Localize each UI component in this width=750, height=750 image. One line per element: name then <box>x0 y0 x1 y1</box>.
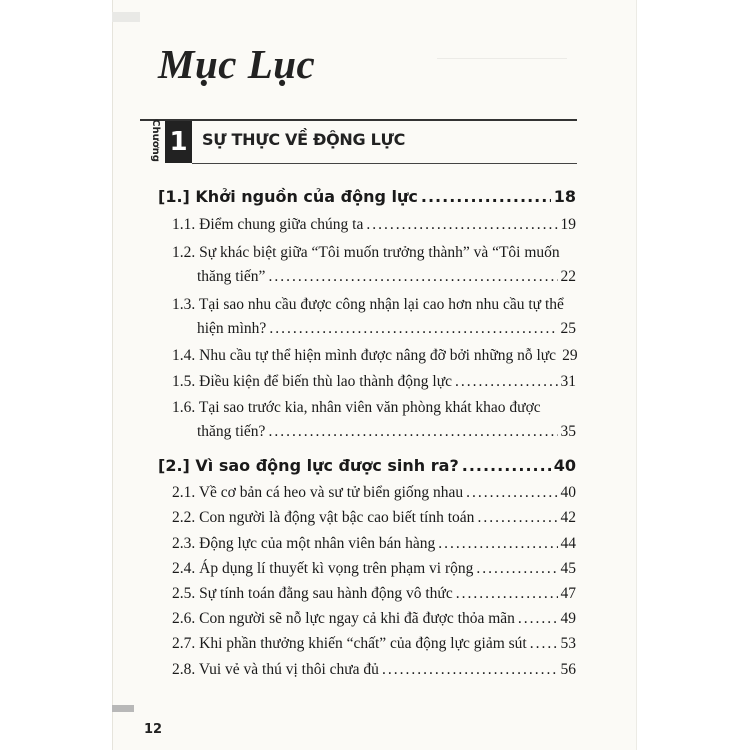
section-page: 18 <box>553 187 576 206</box>
item-label: 1.5. Điều kiện để biến thù lao thành động lực <box>172 373 453 390</box>
item-label: thăng tiến” <box>197 268 266 285</box>
chapter-vertical-text: Chương <box>149 119 161 162</box>
page-number: 12 <box>144 722 163 737</box>
item-label: 2.8. Vui vẻ và thú vị thôi chưa đủ <box>172 661 379 678</box>
leader-dots <box>455 373 557 391</box>
page-edge-mark <box>112 12 140 22</box>
toc-title: Mục Lục <box>158 41 316 87</box>
item-page: 53 <box>560 635 576 652</box>
toc-item-2-8[interactable] <box>172 661 576 679</box>
toc-item-2-2[interactable] <box>172 509 576 527</box>
leader-dots <box>476 560 557 578</box>
item-label: 2.6. Con người sẽ nỗ lực ngay cả khi đã được thỏa mãn <box>172 610 515 627</box>
item-label: 1.1. Điểm chung giữa chúng ta <box>172 216 364 233</box>
leader-dots <box>421 187 551 206</box>
item-label: 1.4. Nhu cầu tự thể hiện mình được nâng đỡ bởi những nỗ lực <box>172 347 557 364</box>
toc-item-2-1[interactable] <box>172 484 576 502</box>
item-label: 2.7. Khi phần thưởng khiến “chất” của động lực giảm sút <box>172 635 527 652</box>
leader-dots <box>456 585 558 603</box>
item-page: 40 <box>560 484 576 501</box>
bleed-through-line <box>437 58 567 59</box>
toc-item-1-3[interactable] <box>197 320 576 338</box>
item-page: 45 <box>560 560 576 577</box>
leader-dots <box>268 268 557 286</box>
chapter-vertical-label <box>140 121 164 163</box>
item-page: 25 <box>560 320 576 337</box>
section-label: [2.] Vì sao động lực được sinh ra? <box>158 456 459 475</box>
item-page: 42 <box>560 509 576 526</box>
item-label: thăng tiến? <box>197 423 266 440</box>
toc-section-1[interactable] <box>158 187 576 206</box>
toc-item-1-2[interactable] <box>197 268 576 286</box>
item-page: 44 <box>560 535 576 552</box>
item-page: 31 <box>560 373 576 390</box>
chapter-top-rule <box>140 119 577 121</box>
toc-item-1-2-line1[interactable]: 1.2. Sự khác biệt giữa “Tôi muốn trưởng thành” và “Tôi muốn <box>172 244 560 261</box>
section-label: [1.] Khởi nguồn của động lực <box>158 187 418 206</box>
chapter-bottom-rule <box>192 163 577 164</box>
leader-dots <box>518 610 558 628</box>
item-page: 47 <box>560 585 576 602</box>
leader-dots <box>462 456 551 475</box>
item-label: 2.4. Áp dụng lí thuyết kì vọng trên phạm vi rộng <box>172 560 474 577</box>
leader-dots <box>268 423 557 441</box>
section-page: 40 <box>553 456 576 475</box>
toc-item-2-7[interactable] <box>172 635 576 653</box>
item-label: 2.2. Con người là động vật bậc cao biết tính toán <box>172 509 475 526</box>
toc-section-2[interactable] <box>158 456 576 475</box>
chapter-title: SỰ THỰC VỀ ĐỘNG LỰC <box>202 130 406 149</box>
leader-dots <box>466 484 557 502</box>
item-page: 22 <box>560 268 576 285</box>
toc-item-1-6-line1[interactable]: 1.6. Tại sao trước kia, nhân viên văn phòng khát khao được <box>172 399 541 416</box>
item-page: 29 <box>562 347 578 364</box>
leader-dots <box>366 216 557 234</box>
toc-item-1-1[interactable] <box>172 216 576 234</box>
leader-dots <box>382 661 558 679</box>
toc-item-2-6[interactable] <box>172 610 576 628</box>
toc-item-1-6[interactable] <box>197 423 576 441</box>
item-page: 49 <box>560 610 576 627</box>
item-label: 2.3. Động lực của một nhân viên bán hàng <box>172 535 436 552</box>
toc-item-2-3[interactable] <box>172 535 576 553</box>
item-label: 2.5. Sự tính toán đằng sau hành động vô thức <box>172 585 453 602</box>
chapter-number: 1 <box>165 121 192 163</box>
toc-item-2-5[interactable] <box>172 585 576 603</box>
item-label: 2.1. Về cơ bản cá heo và sư tử biển giống nhau <box>172 484 464 501</box>
leader-dots <box>530 635 558 653</box>
footer-gray-mark <box>112 705 134 712</box>
item-label: hiện mình? <box>197 320 267 337</box>
item-page: 56 <box>560 661 576 678</box>
toc-item-2-4[interactable] <box>172 560 576 578</box>
toc-item-1-5[interactable] <box>172 373 576 391</box>
item-page: 35 <box>560 423 576 440</box>
toc-item-1-4[interactable] <box>172 347 576 365</box>
toc-item-1-3-line1[interactable]: 1.3. Tại sao nhu cầu được công nhận lại cao hơn nhu cầu tự thể <box>172 296 564 313</box>
leader-dots <box>269 320 557 338</box>
leader-dots <box>477 509 557 527</box>
leader-dots <box>438 535 557 553</box>
item-page: 19 <box>560 216 576 233</box>
